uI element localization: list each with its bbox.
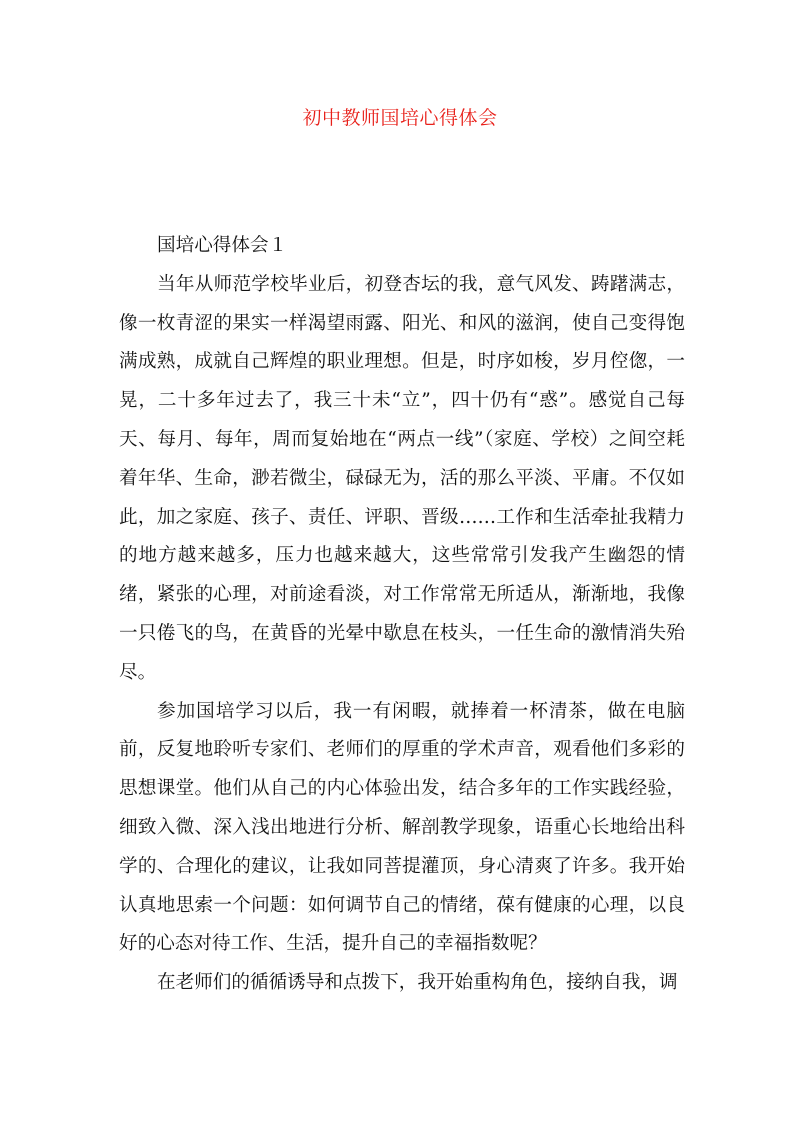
- section-heading: 国培心得体会１: [157, 235, 288, 256]
- document-title: 初中教师国培心得体会: [302, 107, 498, 129]
- document-body: [119, 227, 685, 1003]
- paragraph-1: 当年从师范学校毕业后，初登杏坛的我，意气风发、踌躇满志，像一枚青涩的果实一样渴望雨露、阳光、和风的滋润，使自己变得饱满成熟，成就自己辉煌的职业理想。但是，时序如梭，岁月倥偬，一晃，二十多年过去了，我三十未“立”，四十仍有“惑”。感觉自己每天、每月、每年，周而复始地在“两点一线”（家庭、学校）之间空耗着年华、生命，渺若微尘，碌碌无为，活的那么平淡、平庸。不仅如此，加之家庭、孩子、责任、评职、晋级……工作和生活牵扯我精力的地方越来越多，压力也越来越大，这些常常引发我产生幽怨的情绪，紧张的心理，对前途看淡，对工作常常无所适从，渐渐地，我像一只倦飞的鸟，在黄昏的光晕中歇息在枝头，一任生命的激情消失殆尽。: [119, 273, 685, 683]
- paragraph-3: 在老师们的循循诱导和点拨下，我开始重构角色，接纳自我，调: [157, 972, 678, 994]
- paragraph-2: 参加国培学习以后，我一有闲暇，就捧着一杯清茶，做在电脑前，反复地聆听专家们、老师们的厚重的学术声音，观看他们多彩的思想课堂。他们从自己的内心体验出发，结合多年的工作实践经验，细致入微、深入浅出地进行分析、解剖教学现象，语重心长地给出科学的、合理化的建议，让我如同菩提灌顶，身心清爽了许多。我开始认真地思索一个问题：如何调节自己的情绪，葆有健康的心理，以良好的心态对待工作、生活，提升自己的幸福指数呢？: [119, 700, 685, 955]
